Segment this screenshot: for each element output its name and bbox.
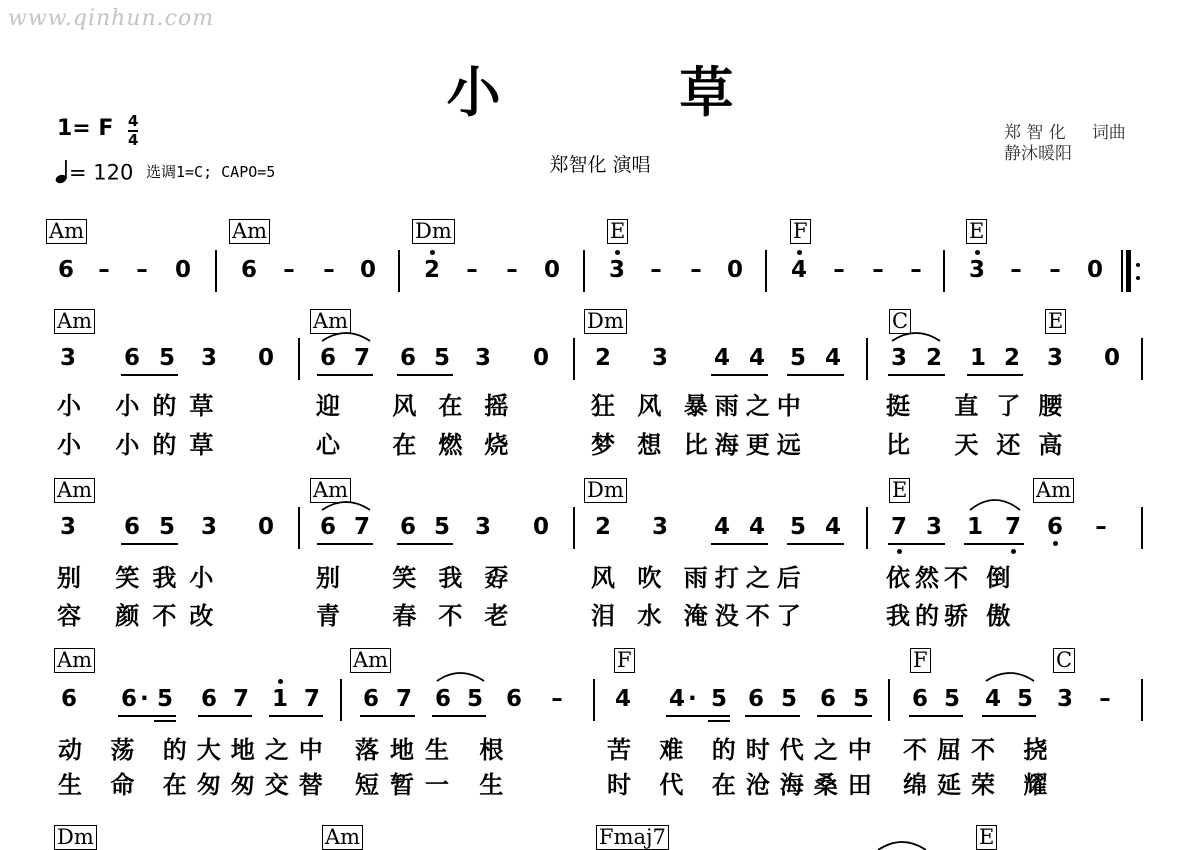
lyric: 狂 风 暴雨之中 xyxy=(591,391,808,420)
lyric: 动 荡 的大地之中 xyxy=(58,735,333,764)
note: 7 xyxy=(232,686,249,712)
note: 5 xyxy=(943,686,960,712)
capo-note: 选调1=C; CAPO=5 xyxy=(146,163,276,181)
lyric: 梦 想 比海更远 xyxy=(591,430,808,459)
note: 5 xyxy=(789,345,806,371)
lyric: 时 代 在沧海桑田 xyxy=(607,770,882,799)
chord-box: E xyxy=(889,478,910,503)
note: 5 xyxy=(710,686,727,712)
note: 4 xyxy=(984,686,1001,712)
note: – xyxy=(1099,686,1111,712)
note: 3 xyxy=(474,514,491,540)
note: – xyxy=(506,257,518,283)
note: 7 xyxy=(395,686,412,712)
chord-box: Am xyxy=(54,309,95,334)
composer-name: 郑 智 化 xyxy=(1004,123,1066,143)
note: 6 xyxy=(200,686,217,712)
note: 3 xyxy=(651,514,668,540)
lyric: 心 在燃烧 xyxy=(316,430,531,459)
note: 5 xyxy=(433,345,450,371)
lyric: 小 小的草 xyxy=(57,430,227,459)
lyric: 青 春不老 xyxy=(316,601,531,630)
augmentation-dot: · xyxy=(688,686,697,712)
chord-box: F xyxy=(910,648,931,673)
note: 4 xyxy=(788,257,810,283)
note: 3 xyxy=(474,345,491,371)
note: – xyxy=(1010,257,1022,283)
note: 6 xyxy=(399,345,416,371)
arranger-credit: 静沐暖阳 xyxy=(1004,144,1072,164)
note: 4 xyxy=(824,514,841,540)
composer-role: 词曲 xyxy=(1091,123,1126,143)
time-signature-bottom: 4 xyxy=(128,131,139,149)
lyric: 迎 风在摇 xyxy=(316,391,531,420)
note: 6 xyxy=(123,514,140,540)
note: 5 xyxy=(789,514,806,540)
note: 5 xyxy=(158,345,175,371)
note: 0 xyxy=(543,257,560,283)
note: 0 xyxy=(174,257,191,283)
chord-box: Am xyxy=(46,219,87,244)
note: 6 xyxy=(123,345,140,371)
note: 1 xyxy=(269,686,291,712)
chord-box: Dm xyxy=(584,478,627,503)
note: 3 xyxy=(200,345,217,371)
note: 2 xyxy=(594,345,611,371)
note: – xyxy=(1049,257,1061,283)
key-signature: 1= F xyxy=(57,116,114,141)
chord-box: Dm xyxy=(584,309,627,334)
note: 6 xyxy=(911,686,928,712)
lyric: 泪 水 淹没不了 xyxy=(591,601,808,630)
note: 6 xyxy=(60,686,77,712)
note: 0 xyxy=(532,345,549,371)
note: 2 xyxy=(594,514,611,540)
note: 3 xyxy=(606,257,628,283)
lyric: 绵延荣 耀 xyxy=(903,770,1058,799)
note: – xyxy=(650,257,662,283)
note: 4 xyxy=(713,345,730,371)
augmentation-dot: · xyxy=(140,686,149,712)
lyric: 我的骄 傲 xyxy=(886,601,1016,630)
note: 4 xyxy=(748,514,765,540)
note: 4 xyxy=(713,514,730,540)
chord-box: Am xyxy=(54,648,95,673)
note: 2 xyxy=(925,345,942,371)
note: 7 xyxy=(1002,514,1024,540)
note: 3 xyxy=(200,514,217,540)
note: 3 xyxy=(890,345,907,371)
note: 5 xyxy=(780,686,797,712)
note: 6 xyxy=(120,686,137,712)
note: 0 xyxy=(532,514,549,540)
note: 6 xyxy=(819,686,836,712)
note: – xyxy=(872,257,884,283)
note: – xyxy=(551,686,563,712)
note: 3 xyxy=(59,345,76,371)
note: 7 xyxy=(353,345,370,371)
chord-box: C xyxy=(1053,648,1075,673)
note: 0 xyxy=(1103,345,1120,371)
note: 4 xyxy=(748,345,765,371)
note: – xyxy=(690,257,702,283)
note: 2 xyxy=(421,257,443,283)
note: – xyxy=(1095,514,1107,540)
lyric: 挺 直了腰 xyxy=(886,391,1081,420)
chord-box: E xyxy=(966,219,987,244)
note: 7 xyxy=(353,514,370,540)
note: – xyxy=(323,257,335,283)
lyric: 风 吹 雨打之后 xyxy=(591,563,808,592)
note: 5 xyxy=(1016,686,1033,712)
note: 6 xyxy=(57,257,74,283)
lyric: 依然不 倒 xyxy=(886,563,1016,592)
note: 4 xyxy=(614,686,631,712)
note: 0 xyxy=(359,257,376,283)
chord-box: Am xyxy=(54,478,95,503)
chord-box: E xyxy=(607,219,628,244)
note: 3 xyxy=(651,345,668,371)
note: 1 xyxy=(969,345,986,371)
note: 6 xyxy=(240,257,257,283)
note: 5 xyxy=(158,514,175,540)
chord-box: F xyxy=(790,219,811,244)
note: 1 xyxy=(966,514,983,540)
note: 6 xyxy=(434,686,451,712)
note: 0 xyxy=(1086,257,1103,283)
chord-box: Am xyxy=(350,648,391,673)
note: 7 xyxy=(888,514,910,540)
note: 6 xyxy=(1044,514,1066,540)
tempo-value: = 120 xyxy=(69,160,134,185)
note: – xyxy=(136,257,148,283)
chord-box: C xyxy=(889,309,911,334)
note: 5 xyxy=(466,686,483,712)
chord-box: E xyxy=(1045,309,1066,334)
note: 3 xyxy=(59,514,76,540)
note: 5 xyxy=(852,686,869,712)
chord-box: Dm xyxy=(54,825,97,850)
note: 4 xyxy=(668,686,685,712)
chord-box: Am xyxy=(1033,478,1074,503)
lyric: 小 小的草 xyxy=(57,391,227,420)
lyric: 别 笑我小 xyxy=(57,563,227,592)
lyric: 生 命 在匆匆交替 xyxy=(58,770,333,799)
lyric: 落地生 根 xyxy=(355,735,515,764)
note: 6 xyxy=(319,345,336,371)
note: 3 xyxy=(966,257,988,283)
chord-box: Am xyxy=(310,478,351,503)
note: 6 xyxy=(362,686,379,712)
chord-box: Am xyxy=(322,825,363,850)
note: 5 xyxy=(433,514,450,540)
lyric: 容 颜不改 xyxy=(57,601,227,630)
note: 5 xyxy=(156,686,173,712)
note: 6 xyxy=(747,686,764,712)
chord-box: Am xyxy=(229,219,270,244)
lyric: 短暂一 生 xyxy=(355,770,515,799)
chord-box: Am xyxy=(310,309,351,334)
note: – xyxy=(910,257,922,283)
lyric: 不屈不 挠 xyxy=(903,735,1058,764)
note: 2 xyxy=(1003,345,1020,371)
chord-box: Fmaj7 xyxy=(596,825,669,850)
note: 3 xyxy=(1056,686,1073,712)
note: 0 xyxy=(257,345,274,371)
note: – xyxy=(283,257,295,283)
note: 4 xyxy=(824,345,841,371)
note: – xyxy=(833,257,845,283)
note: 6 xyxy=(319,514,336,540)
note: 0 xyxy=(726,257,743,283)
note: 6 xyxy=(505,686,522,712)
note: 3 xyxy=(925,514,942,540)
note: 7 xyxy=(303,686,320,712)
chord-box: E xyxy=(976,825,997,850)
lyric: 比 天还高 xyxy=(886,430,1081,459)
note: 3 xyxy=(1046,345,1063,371)
watermark: www.qinhun.com xyxy=(8,6,215,31)
lyric: 别 笑我孬 xyxy=(316,563,531,592)
chord-box: F xyxy=(614,648,635,673)
note: – xyxy=(466,257,478,283)
time-signature-top: 4 xyxy=(128,112,139,130)
lyric: 苦 难 的时代之中 xyxy=(607,735,882,764)
chord-box: Dm xyxy=(412,219,455,244)
page-title: 小 草 xyxy=(446,60,754,124)
performer: 郑智化 演唱 xyxy=(549,154,651,176)
note: – xyxy=(98,257,110,283)
note: 6 xyxy=(399,514,416,540)
note: 0 xyxy=(257,514,274,540)
